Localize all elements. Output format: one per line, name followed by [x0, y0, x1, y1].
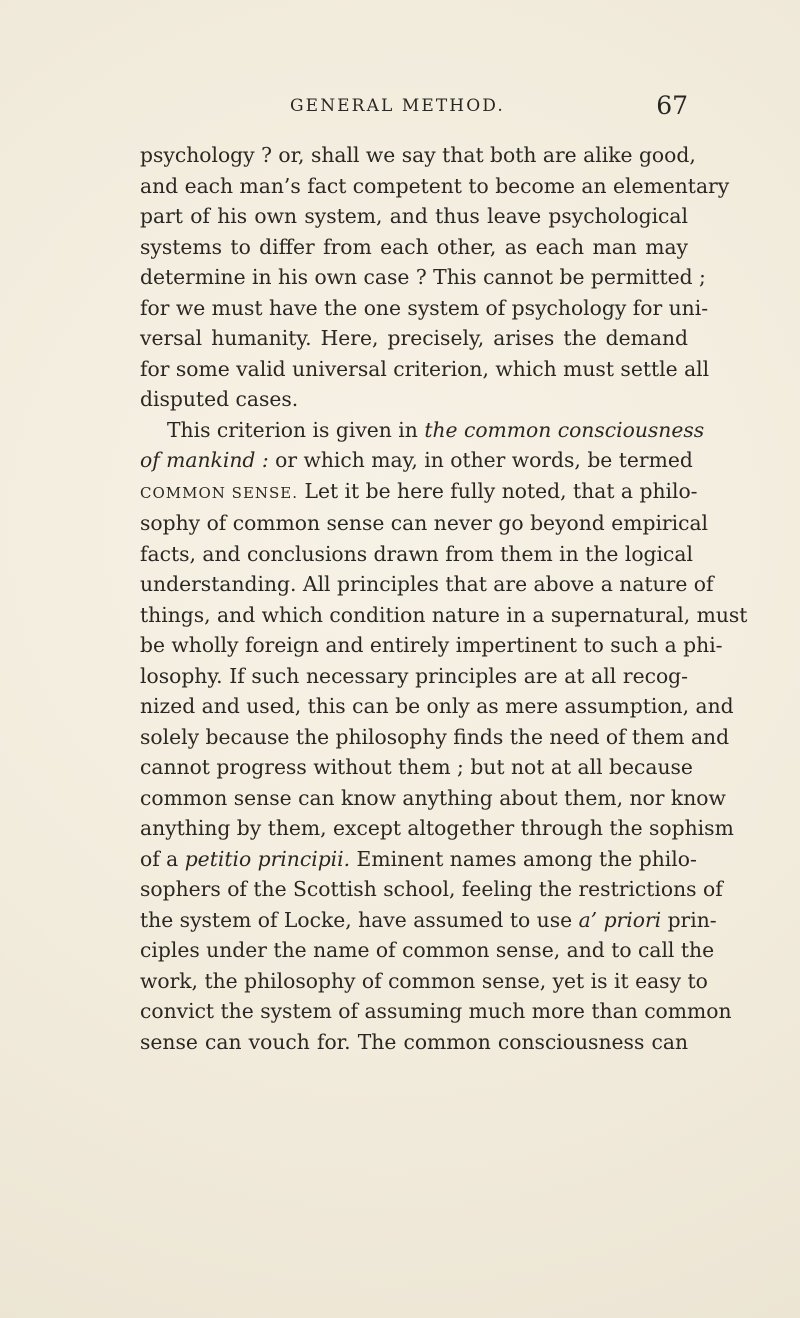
italic-phrase: of mankind : [140, 448, 269, 472]
text-line: convict the system of assuming much more than common [140, 999, 732, 1023]
text-line: cannot progress without them ; but not at all because [140, 755, 693, 779]
small-caps-phrase: COMMON SENSE. [140, 483, 299, 502]
text-line: things, and which condition nature in a supernatural, must [140, 602, 748, 627]
text-line: anything by them, except altogether through the sophism [140, 816, 734, 840]
running-title: GENERAL METHOD. [290, 96, 505, 116]
text-line: disputed cases. [140, 387, 299, 411]
text-line: systems to differ from each other, as each man may [140, 234, 688, 259]
text-line: of a petitio principii. Eminent names among the philo- [140, 846, 697, 871]
text-line: for some valid universal criterion, which must settle all [140, 356, 710, 381]
text-line: psychology ? or, shall we say that both are alike good, [140, 143, 696, 167]
text-line: nized and used, this can be only as mere assumption, and [140, 694, 734, 718]
text-line: be wholly foreign and entirely impertinent to such a phi- [140, 633, 723, 657]
text-line: sophy of common sense can never go beyond empirical [140, 511, 709, 535]
text-line: the system of Locke, have assumed to use a’ priori prin- [140, 907, 717, 932]
italic-phrase: the common consciousness [424, 417, 705, 442]
page-number: 67 [656, 91, 688, 120]
text-line: solely because the philosophy finds the need of them and [140, 724, 730, 749]
text-line: of mankind : or which may, in other words, be termed [140, 448, 693, 472]
text-line: determine in his own case ? This cannot be permitted ; [140, 265, 706, 289]
body-text [140, 140, 748, 1057]
text-line: versal humanity. Here, precisely, arises the demand [140, 326, 688, 350]
text-line: This criterion is given in the common consciousness [167, 417, 705, 442]
text-line: COMMON SENSE. Let it be here fully noted, that a philo- [140, 478, 698, 503]
text-line: for we must have the one system of psychology for uni- [140, 295, 709, 320]
running-header [140, 91, 688, 124]
text-line: losophy. If such necessary principles are at all recog- [140, 663, 688, 688]
italic-phrase: a’ priori [578, 907, 662, 932]
text-line: ciples under the name of common sense, and to call the [140, 938, 715, 962]
text-line: sense can vouch for. The common consciousness can [140, 1029, 688, 1054]
text-line: and each man’s fact competent to become an elementary [140, 173, 730, 198]
text-line: sophers of the Scottish school, feeling the restrictions of [140, 877, 723, 901]
text-line: facts, and conclusions drawn from them in the logical [140, 541, 693, 566]
text-line: common sense can know anything about them, nor know [140, 785, 726, 810]
text-line: understanding. All principles that are above a nature of [140, 572, 714, 596]
text-line: work, the philosophy of common sense, yet is it easy to [140, 968, 708, 993]
text-line: part of his own system, and thus leave psychological [140, 204, 688, 228]
italic-phrase: petitio principii. [184, 846, 351, 871]
